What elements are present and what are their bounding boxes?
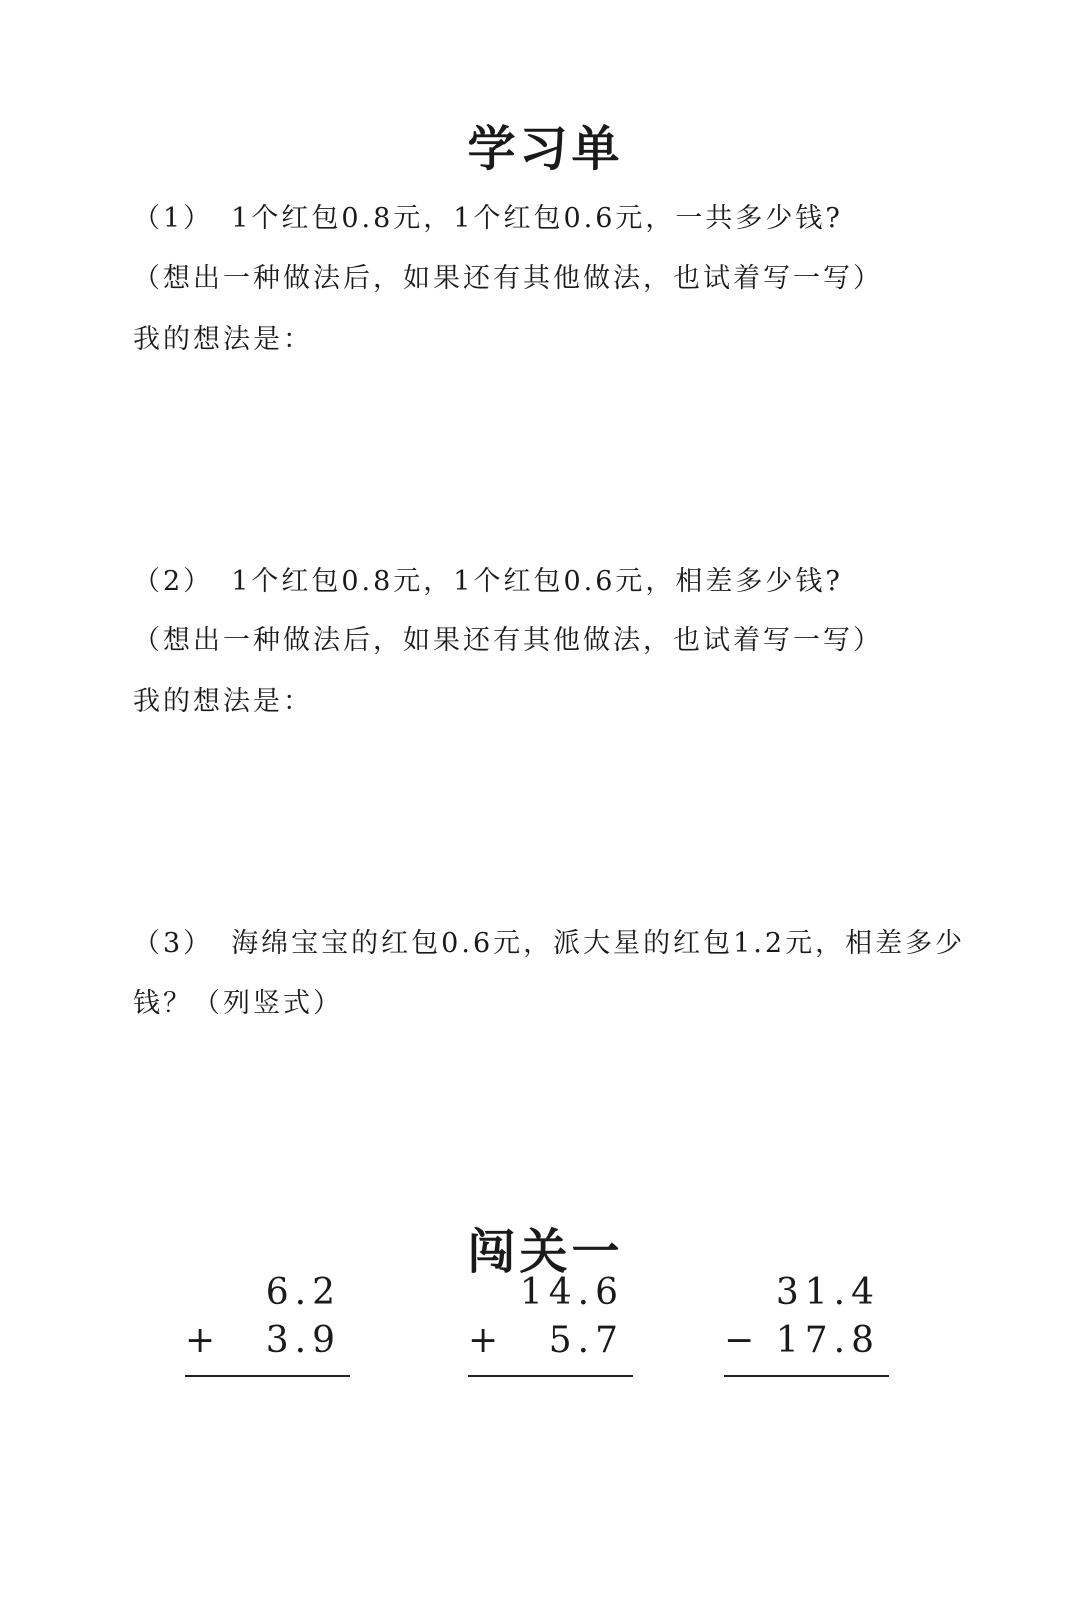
question-3-text-continued: 钱？（列竖式） xyxy=(133,988,343,1019)
question-3 xyxy=(133,930,965,957)
calc-1-operator: + xyxy=(185,1320,216,1361)
question-2-hint: （想出一种做法后，如果还有其他做法，也试着写一写） xyxy=(133,625,883,656)
calc-2-operator: + xyxy=(468,1320,499,1361)
question-2-number: （2） xyxy=(133,566,214,597)
calc-3-top-number: 31.4 xyxy=(775,1272,880,1313)
question-3-text: 海绵宝宝的红包0.6元，派大星的红包1.2元，相差多少 xyxy=(231,928,966,959)
calc-2-bottom-number: 5.7 xyxy=(548,1320,624,1361)
question-1 xyxy=(133,205,843,232)
calc-3-bottom-number: 17.8 xyxy=(775,1320,880,1361)
question-2 xyxy=(133,568,843,595)
question-2-text: 1个红包0.8元，1个红包0.6元，相差多少钱? xyxy=(231,566,843,597)
question-1-text: 1个红包0.8元，1个红包0.6元，一共多少钱? xyxy=(231,203,843,234)
calc-1-bottom-number: 3.9 xyxy=(265,1320,341,1361)
calc-2-answer-line xyxy=(468,1375,633,1377)
section-title: 闯关一 xyxy=(467,1224,624,1280)
question-1-number: （1） xyxy=(133,203,214,234)
question-1-prompt: 我的想法是： xyxy=(133,324,313,355)
calc-2-top-number: 14.6 xyxy=(519,1272,624,1313)
calc-3-answer-line xyxy=(724,1375,889,1377)
question-3-number: （3） xyxy=(133,928,214,959)
calc-1-answer-line xyxy=(185,1375,350,1377)
calc-1-top-number: 6.2 xyxy=(265,1272,341,1313)
question-2-prompt: 我的想法是： xyxy=(133,686,313,717)
calc-3-operator: − xyxy=(724,1320,755,1361)
page-title: 学习单 xyxy=(467,121,624,177)
question-1-hint: （想出一种做法后，如果还有其他做法，也试着写一写） xyxy=(133,263,883,294)
